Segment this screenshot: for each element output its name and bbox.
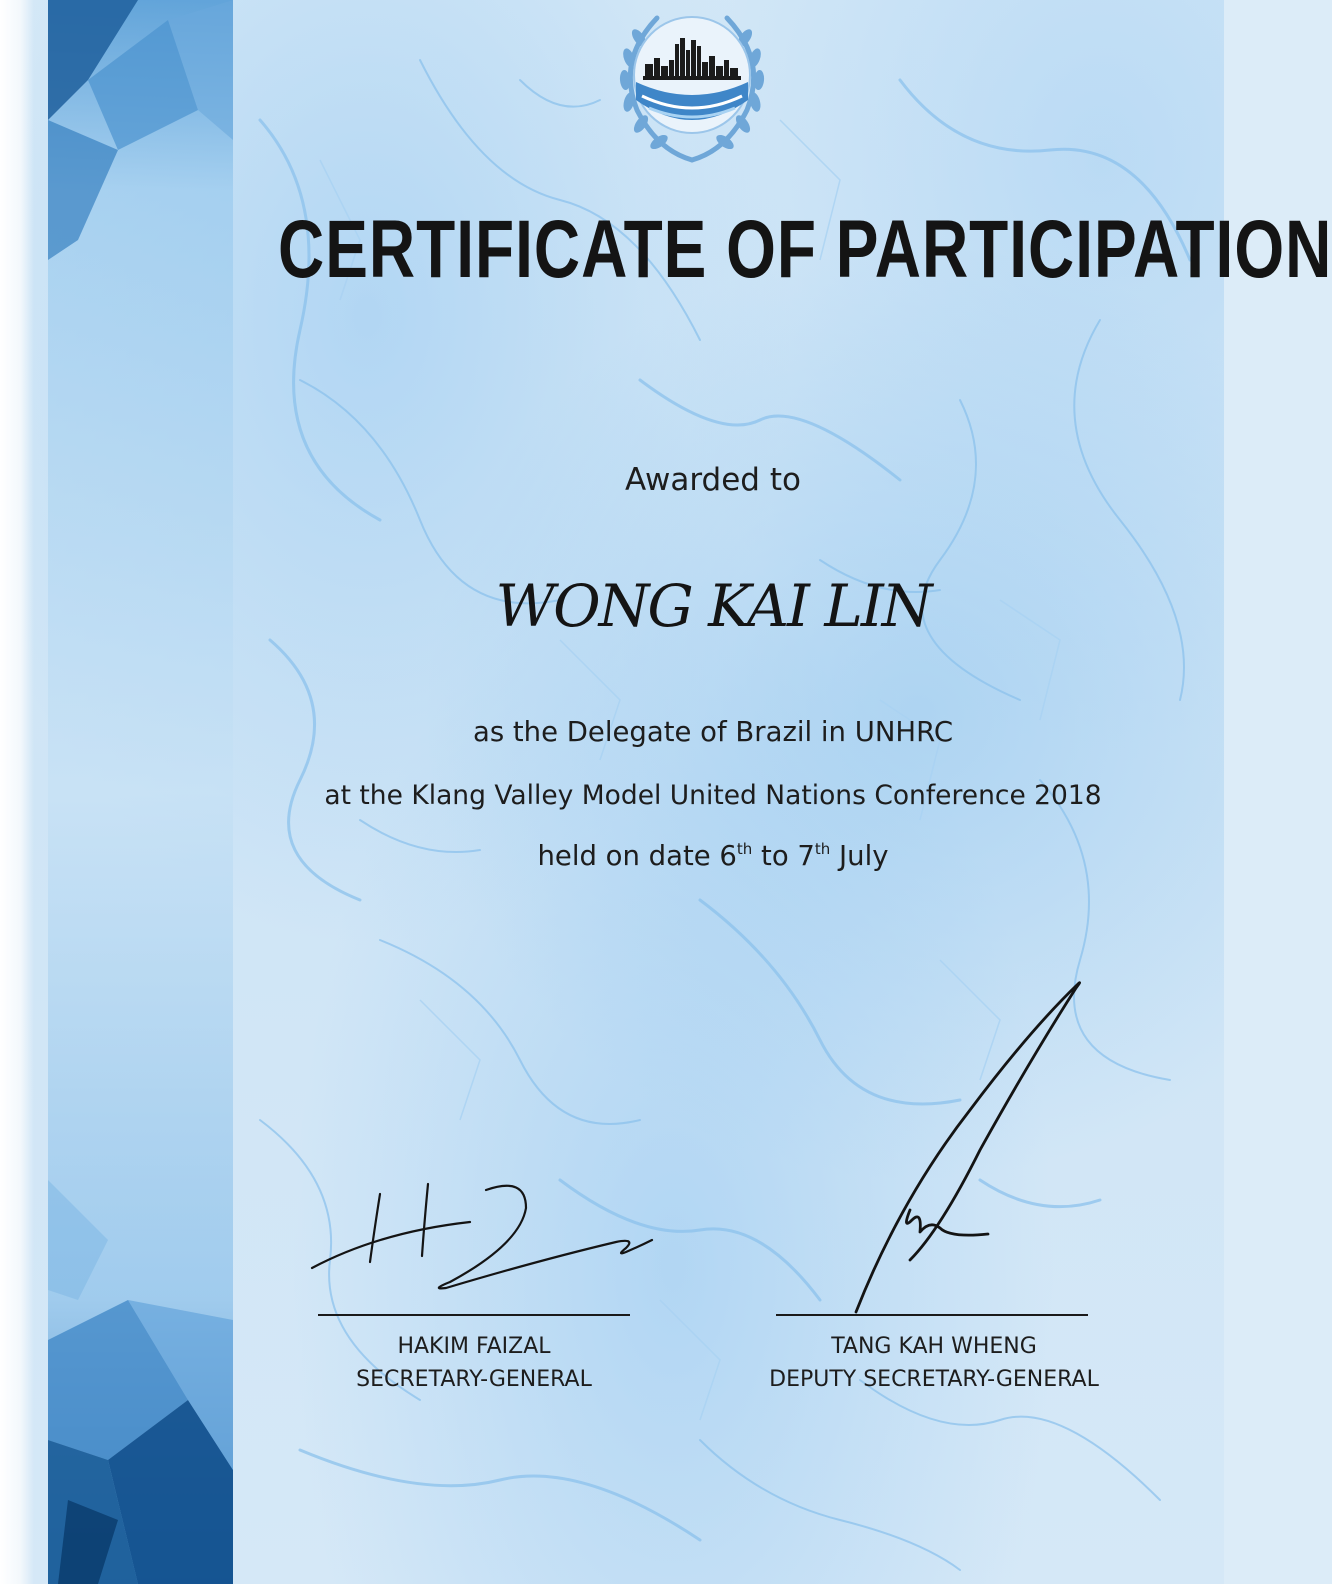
certificate-title: CERTIFICATE OF PARTICIPATION xyxy=(278,202,1332,296)
left-decorative-strip xyxy=(48,0,233,1584)
date-line xyxy=(253,840,1173,872)
secretary-general-signature xyxy=(300,1160,670,1300)
un-laurel-emblem-icon xyxy=(607,0,777,168)
recipient-name: WONG KAI LIN xyxy=(495,572,931,640)
deputy-secretary-general-signature xyxy=(840,970,1100,1320)
date-suffix-2: th xyxy=(814,840,831,858)
date-month: July xyxy=(830,840,889,872)
signatory-role-right: DEPUTY SECRETARY-GENERAL xyxy=(769,1367,1099,1392)
awarded-label: Awarded to xyxy=(625,462,801,498)
signatory-name-left: HAKIM FAIZAL xyxy=(397,1334,551,1359)
delegate-line: as the Delegate of Brazil in UNHRC xyxy=(472,716,954,748)
signatory-name-right: TANG KAH WHENG xyxy=(831,1334,1037,1359)
date-middle: to 7 xyxy=(752,840,815,872)
signature-line-right xyxy=(776,1314,1088,1316)
signature-line-left xyxy=(318,1314,630,1316)
conference-line: at the Klang Valley Model United Nations Conference 2018 xyxy=(324,780,1102,811)
date-suffix-1: th xyxy=(736,840,753,858)
paper-edge xyxy=(0,0,34,1584)
signatory-role-left: SECRETARY-GENERAL xyxy=(356,1367,592,1392)
date-prefix: held on date 6 xyxy=(537,840,737,872)
